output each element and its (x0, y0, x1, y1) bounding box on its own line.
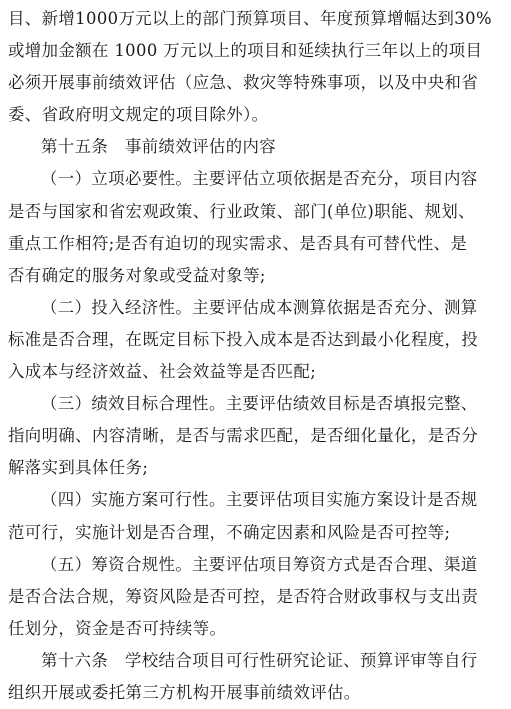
article-15-heading: 第十五条 事前绩效评估的内容 (41, 137, 277, 157)
item-5-line-1: （五）筹资合规性。主要评估项目筹资方式是否合理、渠道 (41, 554, 478, 574)
document-page (8, 0, 506, 709)
text-line-1: 目、新增1000万元以上的部门预算项目、年度预算增幅达到30% (8, 9, 492, 28)
item-5-line-2: 是否合法合规，筹资风险是否可控，是否符合财政事权与支出责 (8, 586, 479, 606)
item-2-line-1: （二）投入经济性。主要评估成本测算依据是否充分、测算 (41, 297, 478, 317)
item-1-line-4: 否有确定的服务对象或受益对象等; (8, 265, 266, 285)
item-1-line-2: 是否与国家和省宏观政策、行业政策、部门(单位)职能、规划、 (8, 201, 475, 221)
item-5-line-3: 任划分，资金是否可持续等。 (8, 618, 227, 638)
item-3-line-2: 指向明确、内容清晰，是否与需求匹配，是否细化量化，是否分 (8, 426, 479, 446)
text-line-3: 必须开展事前绩效评估（应急、救灾等特殊事项，以及中央和省 (8, 73, 479, 93)
article-16-line-2: 组织开展或委托第三方机构开展事前绩效评估。 (8, 682, 361, 702)
article-16-line-1: 第十六条 学校结合项目可行性研究论证、预算评审等自行 (41, 650, 478, 670)
item-1-line-3: 重点工作相符;是否有迫切的现实需求、是否具有可替代性、是 (8, 233, 468, 253)
text-line-4: 委、省政府明文规定的项目除外）。 (8, 105, 269, 125)
item-3-line-3: 解落实到具体任务; (8, 458, 149, 478)
item-1-line-1: （一）立项必要性。主要评估立项依据是否充分，项目内容 (41, 169, 478, 189)
item-2-line-3: 入成本与经济效益、社会效益等是否匹配; (8, 362, 317, 382)
item-3-line-1: （三）绩效目标合理性。主要评估绩效目标是否填报完整、 (41, 394, 478, 414)
item-4-line-1: （四）实施方案可行性。主要评估项目实施方案设计是否规 (41, 490, 478, 510)
item-4-line-2: 范可行，实施计划是否合理，不确定因素和风险是否可控等; (8, 522, 451, 542)
item-2-line-2: 标准是否合理，在既定目标下投入成本是否达到最小化程度，投 (8, 329, 479, 349)
text-line-2: 或增加金额在 1000 万元以上的项目和延续执行三年以上的项目 (8, 41, 483, 61)
